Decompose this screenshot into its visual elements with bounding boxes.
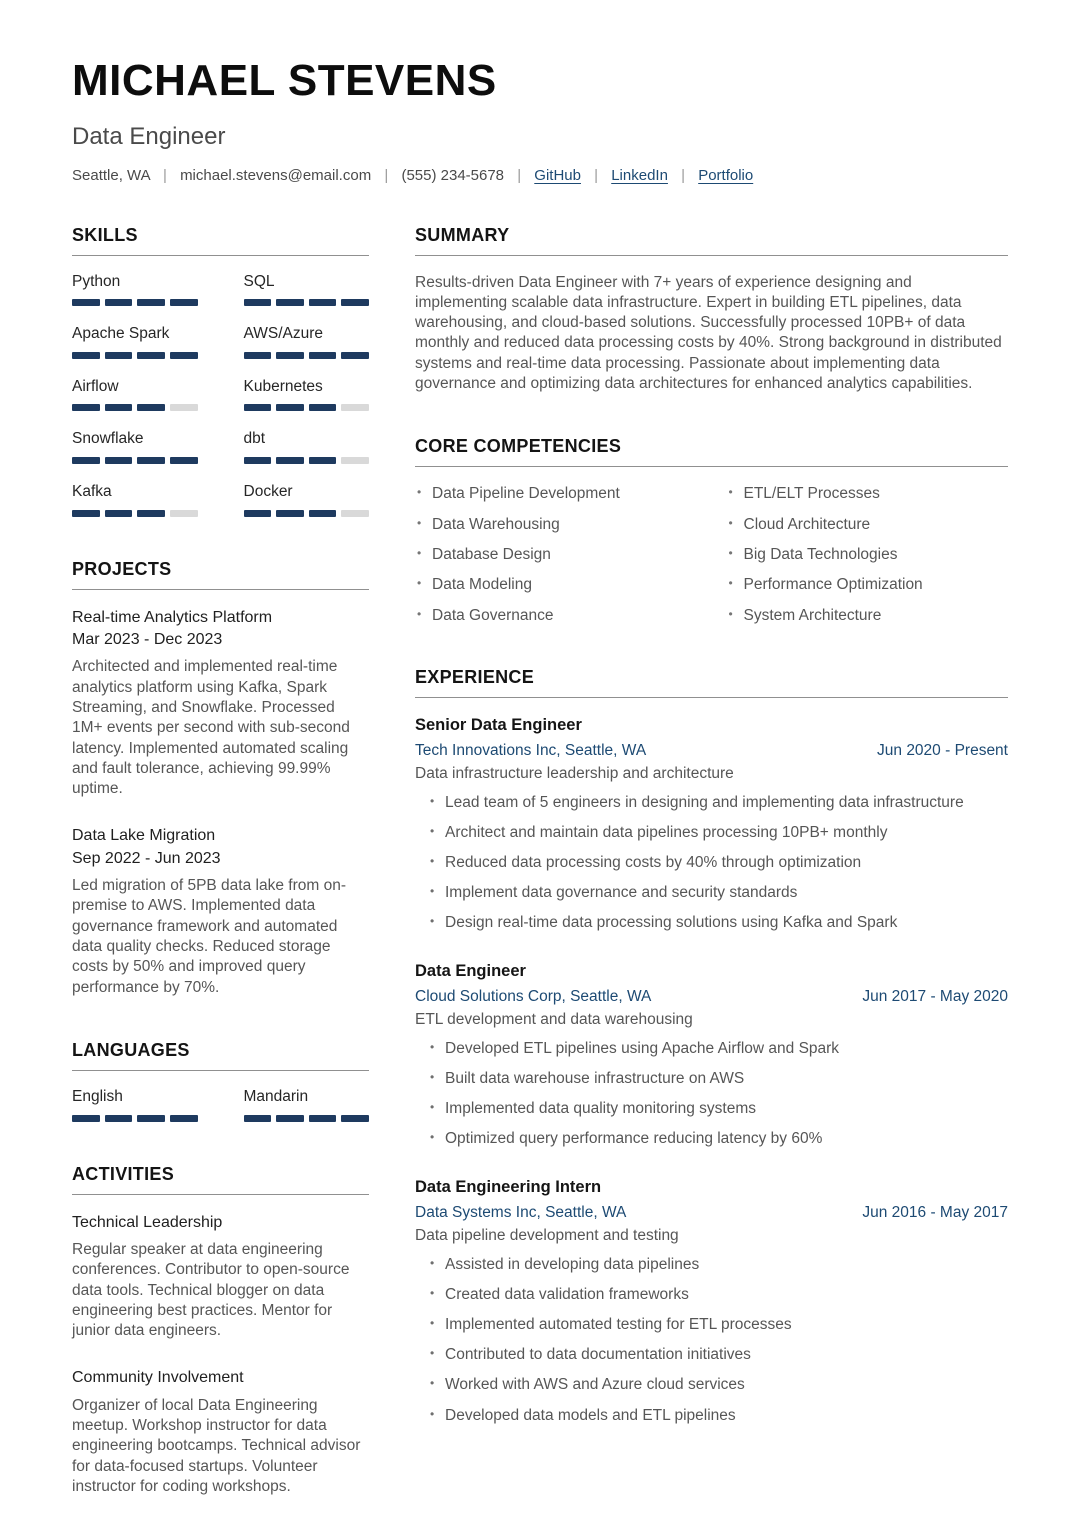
activity-item (72, 1367, 369, 1497)
activity-title: Community Involvement (72, 1369, 244, 1387)
skill-item (72, 378, 198, 412)
contact-separator: | (681, 166, 686, 184)
skills-grid (72, 273, 369, 517)
bar-segment-filled (244, 457, 272, 464)
contact-line (72, 167, 1008, 185)
competency-item: • System Architecture (727, 606, 1009, 625)
skill-level-bar (244, 404, 370, 411)
job-meta-row (415, 988, 1008, 1006)
job-title: Data Engineer (415, 962, 526, 981)
skill-item (72, 483, 198, 517)
job-dates: Jun 2017 - May 2020 (862, 987, 1008, 1005)
project-dates: Sep 2022 - Jun 2023 (72, 849, 221, 867)
job-bullets (415, 1039, 1008, 1150)
competency-item: • Big Data Technologies (727, 545, 1009, 564)
contact-separator: | (517, 166, 522, 184)
project-title: Data Lake Migration (72, 827, 216, 845)
competency-item: • Cloud Architecture (727, 515, 1009, 534)
bar-segment-filled (341, 1115, 369, 1122)
competency-item: • Database Design (415, 545, 697, 564)
job-company: Cloud Solutions Corp, Seattle, WA (415, 987, 652, 1005)
competencies-grid (415, 484, 1008, 625)
job-bullet: • Assisted in developing data pipelines (415, 1255, 1008, 1275)
competencies-heading: CORE COMPETENCIES (415, 436, 1008, 467)
linkedin-link[interactable]: LinkedIn (611, 166, 668, 184)
contact-separator: | (162, 166, 167, 184)
bar-segment-filled (72, 457, 100, 464)
skill-level-bar (72, 510, 198, 517)
language-item (72, 1088, 198, 1122)
skill-label: dbt (243, 430, 266, 448)
project-description: Architected and implemented real-time analytics platform using Kafka, Spark Streaming, and Snowflake. Processed 1M+ events per second with sub-second latency. Implemented automated scaling and fault tolerance, achieving 99.99% uptime. (72, 658, 350, 798)
project-dates: Mar 2023 - Dec 2023 (72, 630, 223, 648)
bar-segment-filled (72, 299, 100, 306)
job-bullet: • Contributed to data documentation initiatives (415, 1345, 1008, 1365)
job-company: Tech Innovations Inc, Seattle, WA (415, 741, 647, 759)
contact-location: Seattle, WA (72, 166, 150, 184)
bar-segment-filled (105, 404, 133, 411)
job-dates: Jun 2020 - Present (877, 741, 1008, 759)
person-title: Data Engineer (72, 123, 226, 151)
person-name: MICHAEL STEVENS (72, 56, 497, 105)
activities-heading: ACTIVITIES (72, 1164, 369, 1195)
bar-segment-filled (276, 352, 304, 359)
bar-segment-empty (341, 404, 369, 411)
skill-item (244, 273, 370, 307)
experience-job (415, 961, 1008, 1149)
skill-level-bar (72, 352, 198, 359)
bar-segment-filled (244, 299, 272, 306)
github-link[interactable]: GitHub (534, 166, 581, 184)
bar-segment-filled (309, 1115, 337, 1122)
bar-segment-filled (137, 510, 165, 517)
job-bullet: • Implemented data quality monitoring systems (415, 1099, 1008, 1119)
left-column (72, 225, 369, 1527)
skill-label: Docker (243, 482, 293, 500)
job-meta-row (415, 1204, 1008, 1222)
activity-item (72, 1212, 369, 1342)
language-level-bar (244, 1115, 370, 1122)
contact-phone: (555) 234-5678 (401, 166, 505, 184)
competency-item: • Data Governance (415, 606, 697, 625)
job-bullet: • Design real-time data processing solutions using Kafka and Spark (415, 913, 1008, 933)
job-dates: Jun 2016 - May 2017 (862, 1203, 1008, 1221)
job-bullet: • Implement data governance and security standards (415, 883, 1008, 903)
contact-separator: | (384, 166, 389, 184)
skill-label: SQL (243, 272, 275, 290)
skills-section (72, 225, 369, 517)
summary-section (415, 225, 1008, 395)
skill-level-bar (244, 299, 370, 306)
job-bullet: • Reduced data processing costs by 40% through optimization (415, 853, 1008, 873)
projects-section (72, 559, 369, 998)
bar-segment-filled (72, 352, 100, 359)
skill-label: Airflow (72, 377, 119, 395)
competency-item: • ETL/ELT Processes (727, 484, 1009, 503)
job-bullets (415, 793, 1008, 934)
bar-segment-filled (72, 1115, 100, 1122)
skill-item (72, 430, 198, 464)
skill-item (244, 325, 370, 359)
skill-item (244, 378, 370, 412)
bar-segment-empty (170, 404, 198, 411)
job-bullet: • Implemented automated testing for ETL processes (415, 1315, 1008, 1335)
job-bullet: • Created data validation frameworks (415, 1285, 1008, 1305)
skill-level-bar (244, 510, 370, 517)
languages-section (72, 1040, 369, 1122)
bar-segment-filled (72, 510, 100, 517)
bar-segment-filled (276, 510, 304, 517)
competency-item: • Data Warehousing (415, 515, 697, 534)
job-bullets (415, 1255, 1008, 1426)
activity-title: Technical Leadership (72, 1213, 223, 1231)
job-bullet: • Optimized query performance reducing latency by 60% (415, 1129, 1008, 1149)
language-item (244, 1088, 370, 1122)
bar-segment-filled (276, 457, 304, 464)
bar-segment-filled (137, 404, 165, 411)
job-bullet: • Lead team of 5 engineers in designing and implementing data infrastructure (415, 793, 1008, 813)
bar-segment-filled (170, 299, 198, 306)
bar-segment-filled (170, 352, 198, 359)
language-label: English (72, 1087, 123, 1105)
skill-label: Kafka (72, 482, 112, 500)
project-item (72, 825, 369, 998)
skill-label: Kubernetes (243, 377, 323, 395)
languages-heading: LANGUAGES (72, 1040, 369, 1071)
bar-segment-empty (170, 510, 198, 517)
bar-segment-filled (341, 299, 369, 306)
bar-segment-filled (244, 352, 272, 359)
bar-segment-empty (341, 457, 369, 464)
bar-segment-empty (341, 510, 369, 517)
competency-item: • Performance Optimization (727, 575, 1009, 594)
skill-level-bar (72, 404, 198, 411)
job-meta-row (415, 742, 1008, 760)
bar-segment-filled (105, 352, 133, 359)
bar-segment-filled (72, 404, 100, 411)
bar-segment-filled (309, 457, 337, 464)
skill-level-bar (72, 299, 198, 306)
job-bullet: • Worked with AWS and Azure cloud services (415, 1375, 1008, 1395)
experience-section (415, 667, 1008, 1425)
portfolio-link[interactable]: Portfolio (698, 166, 754, 184)
bar-segment-filled (309, 352, 337, 359)
resume-header (72, 58, 1008, 185)
project-description: Led migration of 5PB data lake from on-premise to AWS. Implemented data governance framework and automated data quality checks. Reduced storage costs by 50% and improved query performance by 70%. (72, 877, 346, 996)
job-bullet: • Built data warehouse infrastructure on AWS (415, 1069, 1008, 1089)
job-title: Data Engineering Intern (415, 1178, 602, 1197)
job-subtitle: ETL development and data warehousing (415, 1010, 693, 1028)
skill-level-bar (244, 352, 370, 359)
bar-segment-filled (244, 1115, 272, 1122)
contact-separator: | (594, 166, 599, 184)
skill-item (244, 430, 370, 464)
job-subtitle: Data pipeline development and testing (415, 1226, 679, 1244)
activity-description: Regular speaker at data engineering conferences. Contributor to open-source data tools. Technical blogger on data engineering best practices. Mentor for junior data engineers. (72, 1240, 350, 1340)
language-label: Mandarin (243, 1087, 309, 1105)
bar-segment-filled (309, 510, 337, 517)
skill-level-bar (72, 457, 198, 464)
language-level-bar (72, 1115, 198, 1122)
skill-label: Python (72, 272, 121, 290)
bar-segment-filled (137, 352, 165, 359)
competency-item: • Data Pipeline Development (415, 484, 697, 503)
bar-segment-filled (137, 1115, 165, 1122)
skills-heading: SKILLS (72, 225, 369, 256)
project-item (72, 607, 369, 800)
job-title: Senior Data Engineer (415, 716, 582, 735)
bar-segment-filled (137, 299, 165, 306)
job-bullet: • Developed data models and ETL pipelines (415, 1406, 1008, 1426)
bar-segment-filled (105, 510, 133, 517)
bar-segment-filled (276, 404, 304, 411)
summary-text: Results-driven Data Engineer with 7+ years of experience designing and implementing scalable data infrastructure. Expert in building ETL pipelines, data warehousing, and cloud-based solutions. Successfully processed 10PB+ of data monthly and reduced data processing costs by 40%. Strong background in distributed systems and real-time data processing. Passionate about implementing data governance and optimizing data architectures for enhanced analytics capabilities. (415, 273, 1002, 393)
job-bullet: • Developed ETL pipelines using Apache Airflow and Spark (415, 1039, 1008, 1059)
bar-segment-filled (276, 299, 304, 306)
skill-level-bar (244, 457, 370, 464)
experience-job (415, 715, 1008, 933)
job-company: Data Systems Inc, Seattle, WA (415, 1203, 627, 1221)
bar-segment-filled (309, 299, 337, 306)
languages-grid (72, 1088, 369, 1122)
bar-segment-filled (276, 1115, 304, 1122)
skill-item (72, 273, 198, 307)
bar-segment-filled (170, 1115, 198, 1122)
contact-email: michael.stevens@email.com (180, 166, 372, 184)
projects-heading: PROJECTS (72, 559, 369, 590)
bar-segment-filled (105, 1115, 133, 1122)
competencies-section (415, 436, 1008, 625)
job-subtitle: Data infrastructure leadership and architecture (415, 764, 734, 782)
bar-segment-filled (105, 457, 133, 464)
skill-item (72, 325, 198, 359)
experience-job (415, 1177, 1008, 1425)
skill-label: AWS/Azure (243, 325, 324, 343)
two-column-body (72, 225, 1008, 1527)
bar-segment-filled (170, 457, 198, 464)
activity-description: Organizer of local Data Engineering meetup. Workshop instructor for data engineering bootcamps. Technical advisor for data-focused startups. Volunteer instructor for coding workshops. (72, 1396, 361, 1496)
bar-segment-filled (244, 510, 272, 517)
right-column (415, 225, 1008, 1527)
project-title: Real-time Analytics Platform (72, 608, 273, 626)
bar-segment-filled (341, 352, 369, 359)
skill-label: Apache Spark (72, 325, 170, 343)
bar-segment-filled (309, 404, 337, 411)
skill-label: Snowflake (72, 430, 144, 448)
bar-segment-filled (105, 299, 133, 306)
skill-item (244, 483, 370, 517)
summary-heading: SUMMARY (415, 225, 1008, 256)
experience-heading: EXPERIENCE (415, 667, 1008, 698)
competency-item: • Data Modeling (415, 575, 697, 594)
job-bullet: • Architect and maintain data pipelines processing 10PB+ monthly (415, 823, 1008, 843)
activities-section (72, 1164, 369, 1498)
bar-segment-filled (137, 457, 165, 464)
bar-segment-filled (244, 404, 272, 411)
